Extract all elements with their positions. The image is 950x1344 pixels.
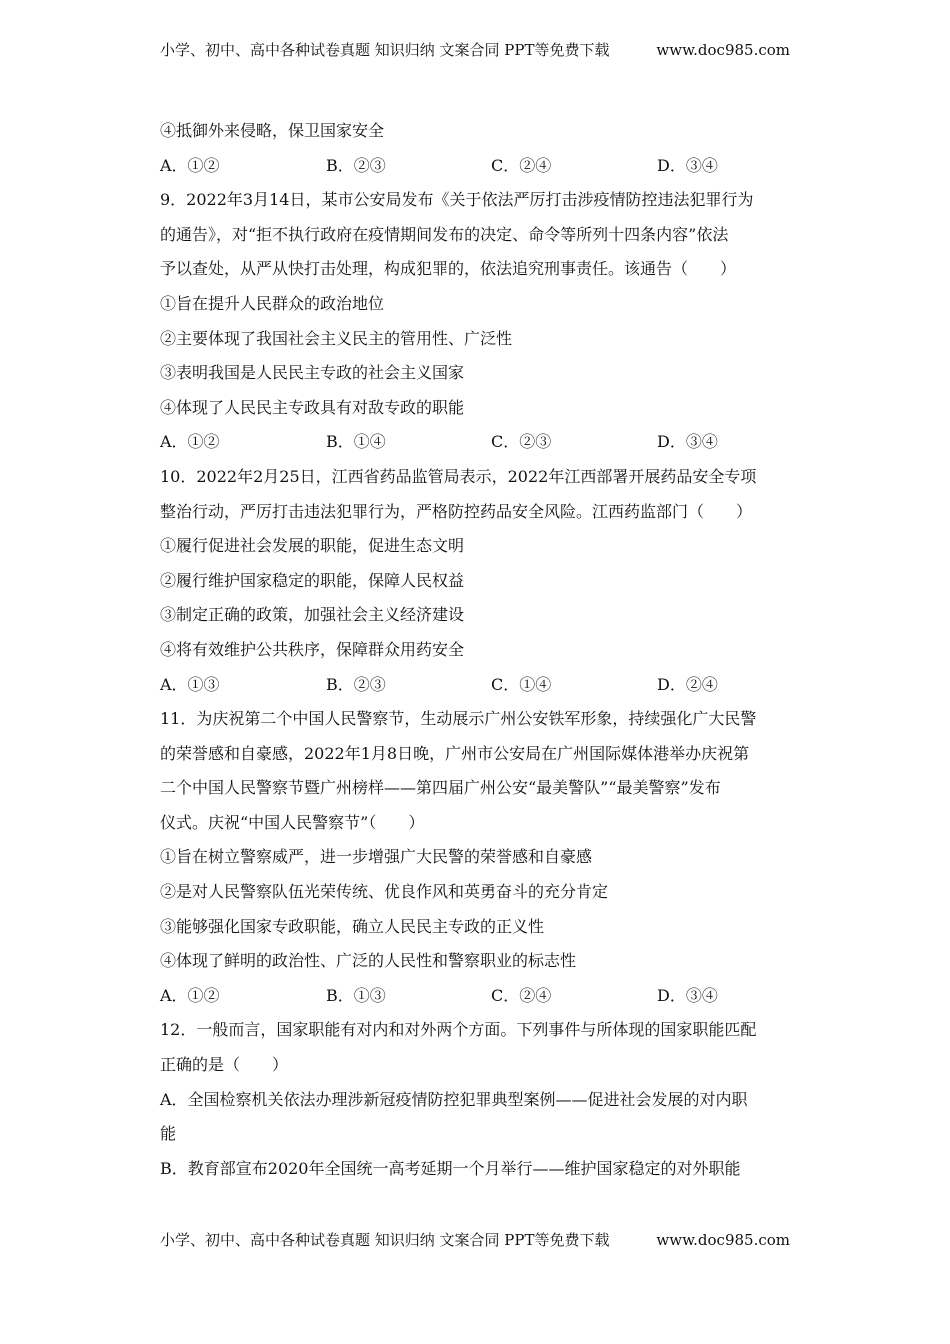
question-11 [160, 702, 792, 1013]
q8-option-a: A．①② [160, 155, 220, 175]
q10-options [160, 668, 792, 703]
q9-statement-2: ②主要体现了我国社会主义民主的管用性、广泛性 [160, 328, 513, 348]
q11-statement-1: ①旨在树立警察威严，进一步增强广大民警的荣誉感和自豪感 [160, 847, 593, 867]
exam-content [160, 114, 792, 1186]
question-12 [160, 1013, 792, 1186]
q12-stem-line: 12．一般而言，国家职能有对内和对外两个方面。下列事件与所体现的国家职能匹配 [160, 1020, 757, 1040]
q8-option-c: C．②④ [491, 155, 552, 175]
page-footer [160, 1228, 790, 1252]
q11-statement-2: ②是对人民警察队伍光荣传统、优良作风和英勇奋斗的充分肯定 [160, 882, 609, 902]
q10-option-b: B．②③ [326, 674, 386, 694]
q11-stem-line: 的荣誉感和自豪感，2022年1月8日晚，广州市公安局在广州国际媒体港举办庆祝第 [160, 743, 750, 763]
page-header [160, 38, 790, 62]
q10-statement-1: ①履行促进社会发展的职能，促进生态文明 [160, 536, 465, 556]
q11-statement-3: ③能够强化国家专政职能，确立人民民主专政的正义性 [160, 916, 545, 936]
q8-option-b: B．②③ [326, 155, 386, 175]
q10-option-c: C．①④ [491, 674, 552, 694]
q8-option-d: D．③④ [657, 155, 718, 175]
q10-option-d: D．②④ [657, 674, 718, 694]
q11-options [160, 979, 792, 1014]
footer-url[interactable]: www.doc985.com [656, 1231, 790, 1249]
footer-text: 小学、初中、高中各种试卷真题 知识归纳 文案合同 PPT等免费下载 [160, 1231, 610, 1249]
q12-option-a-line: 能 [160, 1124, 177, 1144]
q11-option-c: C．②④ [491, 985, 552, 1005]
q12-option-b: B．教育部宣布2020年全国统一高考延期一个月举行——维护国家稳定的对外职能 [160, 1158, 741, 1178]
q11-option-d: D．③④ [657, 985, 718, 1005]
q11-option-b: B．①③ [326, 985, 386, 1005]
q9-option-b: B．①④ [326, 432, 386, 452]
q11-stem-line: 仪式。庆祝“中国人民警察节”（ ） [160, 812, 425, 832]
q9-option-d: D．③④ [657, 432, 718, 452]
header-text: 小学、初中、高中各种试卷真题 知识归纳 文案合同 PPT等免费下载 [160, 41, 610, 59]
q10-option-a: A．①③ [160, 674, 220, 694]
q9-stem-line: 予以查处，从严从快打击处理，构成犯罪的，依法追究刑事责任。该通告（ ） [160, 259, 737, 279]
q8-options [160, 149, 792, 184]
q9-statement-4: ④体现了人民民主专政具有对敌专政的职能 [160, 397, 465, 417]
q9-statement-1: ①旨在提升人民群众的政治地位 [160, 293, 385, 313]
q12-stem-line: 正确的是（ ） [160, 1055, 289, 1075]
q11-option-a: A．①② [160, 985, 220, 1005]
question-9 [160, 183, 792, 460]
q10-stem-line: 整治行动，严厉打击违法犯罪行为，严格防控药品安全风险。江西药监部门（ ） [160, 501, 753, 521]
q11-statement-4: ④体现了鲜明的政治性、广泛的人民性和警察职业的标志性 [160, 951, 577, 971]
q10-stem-line: 10．2022年2月25日，江西省药品监管局表示，2022年江西部署开展药品安全专项 [160, 466, 757, 486]
q11-stem-line: 二个中国人民警察节暨广州榜样——第四届广州公安“最美警队”“最美警察”发布 [160, 778, 721, 798]
q9-stem-line: 的通告》，对“拒不执行政府在疫情期间发布的决定、命令等所列十四条内容”依法 [160, 224, 729, 244]
q10-statement-4: ④将有效维护公共秩序，保障群众用药安全 [160, 639, 465, 659]
q9-stem-line: 9．2022年3月14日，某市公安局发布《关于依法严厉打击涉疫情防控违法犯罪行为 [160, 190, 754, 210]
q9-statement-3: ③表明我国是人民民主专政的社会主义国家 [160, 363, 465, 383]
q11-stem-line: 11．为庆祝第二个中国人民警察节，生动展示广州公安铁军形象，持续强化广大民警 [160, 709, 757, 729]
question-10 [160, 460, 792, 702]
header-url[interactable]: www.doc985.com [656, 41, 790, 59]
q10-statement-2: ②履行维护国家稳定的职能，保障人民权益 [160, 570, 465, 590]
q10-statement-3: ③制定正确的政策，加强社会主义经济建设 [160, 605, 465, 625]
q9-option-c: C．②③ [491, 432, 552, 452]
q9-options [160, 425, 792, 460]
q9-option-a: A．①② [160, 432, 220, 452]
q8-statement-4: ④抵御外来侵略，保卫国家安全 [160, 121, 385, 140]
q12-option-a-line: A．全国检察机关依法办理涉新冠疫情防控犯罪典型案例——促进社会发展的对内职 [160, 1089, 748, 1109]
